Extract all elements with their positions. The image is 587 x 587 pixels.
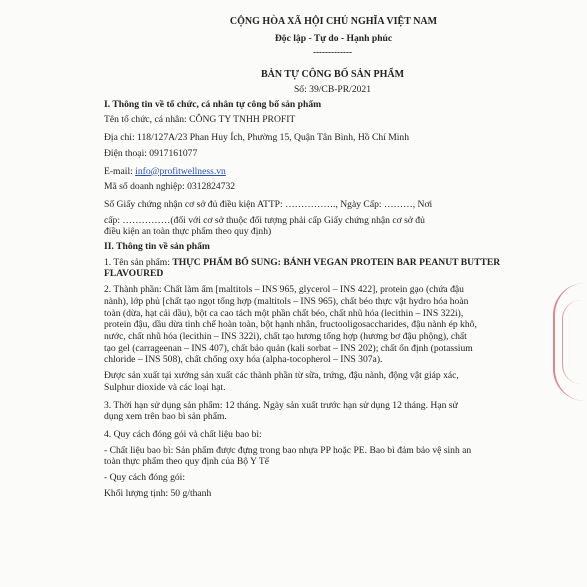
product-name: THỰC PHẨM BỔ SUNG: BÁNH VEGAN PROTEIN BAR PEANUT BUTTER [172, 256, 501, 268]
document-title: BẢN TỰ CÔNG BỐ SẢN PHẨM [260, 68, 405, 80]
document-number: Số: 39/CB-PR/2021 [293, 84, 372, 96]
email-label: E-mail: [104, 165, 136, 177]
shelf-life-block [104, 400, 535, 423]
packaging-line: - Chất liệu bao bì: Sản phẩm được đựng trong bao nhựa PP hoặc PE. Bao bì đảm bảo vệ sinh an [104, 444, 472, 456]
shelf-life-line: dụng xem trên bao bì sản phẩm. [104, 411, 227, 423]
motto-heading: Độc lập - Tự do - Hạnh phúc [274, 33, 393, 45]
org-phone: Điện thoại: 0917161077 [104, 147, 198, 159]
ingredients-block [104, 284, 535, 366]
red-stamp-inner-ring [562, 300, 581, 384]
ingredients-line: 2. Thành phần: Chất làm ẩm [maltitols – INS 965, glycerol – INS 422], protein gạo (chứa đậu [104, 284, 464, 296]
org-name: Tên tổ chức, cá nhân: CÔNG TY TNHH PROFIT [104, 114, 296, 126]
section1-heading: I. Thông tin về tổ chức, cá nhân tự công bố sản phẩm [104, 98, 322, 110]
ingredients-line: protein đậu, dầu dừa tinh chế hoàn toàn, bột hạnh nhân, fructooligosaccharides, đậu nành ép khô, [104, 319, 477, 331]
org-address: Địa chỉ: 118/127A/23 Phan Huy Ích, Phường 15, Quận Tân Bình, Hồ Chí Minh [104, 132, 409, 144]
certificate-line-3: điều kiện an toàn thực phẩm theo quy định) [104, 226, 272, 238]
ingredients-line: toàn (dừa, hạt cải dầu), bột ca cao tách một phần chất béo, chất nhũ hóa (lecithin – INS 322i), [104, 307, 464, 319]
product-name-line-1 [104, 257, 535, 269]
product-name-line-2: FLAVOURED [104, 268, 164, 280]
section2-heading: II. Thông tin về sản phẩm [104, 241, 210, 253]
ingredients-line: nành), lớp phủ [chất tạo ngọt tổng hợp (maltitols – INS 965), chất béo thực vật hydro hóa hoàn [104, 295, 469, 307]
header-separator: ------------- [313, 46, 352, 57]
net-weight: Khối lượng tịnh: 50 g/thanh [104, 487, 212, 499]
ingredients-line: chloride – INS 508), chất chống oxy hóa (alpha-tocopherol – INS 307a). [104, 354, 383, 366]
allergen-line: Được sản xuất tại xưởng sản xuất các thành phần từ sữa, trứng, đậu nành, động vật giáp xác, [104, 370, 459, 382]
org-email [104, 166, 535, 178]
shelf-life-line: 3. Thời hạn sử dụng sản phẩm: 12 tháng. Ngày sản xuất trước hạn sử dụng 12 tháng. Hạn sử [104, 399, 458, 411]
certificate-line-2: cấp: ……………(đối với cơ sở thuộc đối tượng phải cấp Giấy chứng nhận cơ sở đủ [104, 214, 425, 226]
email-link[interactable]: info@profitwellness.vn [135, 165, 226, 177]
ingredients-line: nước, chất nhũ hóa (lecithin – INS 322i), chất tạo hương tổng hợp (hương bơ đậu phộng), chất [104, 331, 467, 342]
packaging-heading: 4. Quy cách đóng gói và chất liệu bao bì: [104, 428, 262, 440]
pack-spec: - Quy cách đóng gói: [104, 472, 185, 484]
packaging-block [104, 445, 535, 468]
packaging-line: toàn thực phẩm theo quy định của Bộ Y Tế [104, 456, 269, 468]
allergen-line: Sulphur dioxide và các loại hạt. [104, 381, 226, 393]
ingredients-line: tạo gel (carrageenan – INS 407), chất bảo quản (kali sorbat – INS 202); chất ổn định (potassium [104, 342, 473, 354]
allergen-block [104, 370, 535, 393]
nation-heading: CỘNG HÒA XÃ HỘI CHỦ NGHĨA VIỆT NAM [229, 16, 438, 27]
org-tax-code: Mã số doanh nghiệp: 0312824732 [104, 181, 236, 193]
certificate-line-1: Số Giấy chứng nhận cơ sở đủ điều kiện ATTP: ……………., Ngày Cấp: ………, Nơi [104, 198, 433, 210]
product-label: 1. Tên sản phẩm: [104, 256, 173, 268]
